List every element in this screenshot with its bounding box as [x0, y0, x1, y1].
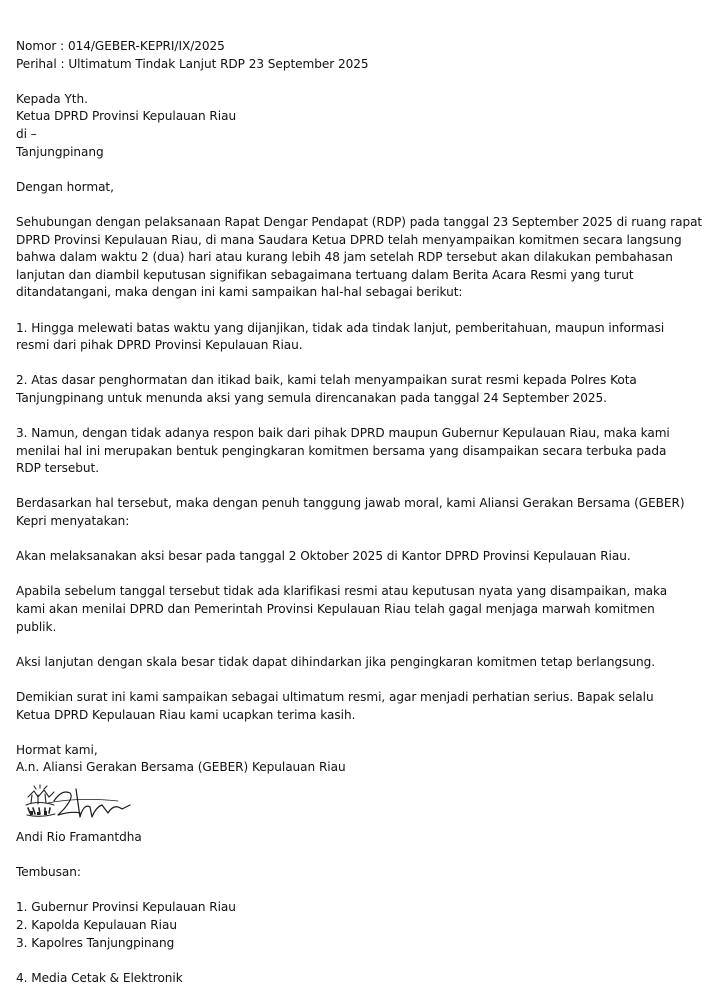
cc-block: [16, 864, 716, 882]
cc-extra: [16, 970, 716, 988]
recipient-greeting: Kepada Yth.: [16, 91, 88, 106]
salutation: Dengan hormat,: [16, 179, 114, 194]
recipient-di: di –: [16, 126, 37, 141]
closing-paragraph: Demikian surat ini kami sampaikan sebagai ultimatum resmi, agar menjadi perhatian serius. Bapak selalu Ketua DPRD Kepulauan Riau kami ucapkan terima kasih.: [16, 689, 654, 722]
point-2: 2. Atas dasar penghormatan dan itikad baik, kami telah menyampaikan surat resmi kepada Polres Kota Tanjungpinang untuk menunda aksi yang semula direncanakan pada tanggal 24 September 2025.: [16, 373, 637, 405]
letter-number: Nomor : 014/GEBER-KEPRI/IX/2025: [16, 39, 225, 53]
cc-item: 2. Kapolda Kepulauan Riau: [16, 917, 177, 932]
intro-paragraph: Sehubungan dengan pelaksanaan Rapat Dengar Pendapat (RDP) pada tanggal 23 September 2025 di ruang rapat DPRD Provinsi Kepulauan Riau, di mana Saudara Ketua DPRD telah menyampaikan komitmen secara langsung bahwa dalam waktu 2 (dua) hari atau kurang lebih 48 jam setelah RDP tersebut akan dilakukan pembahasan lanjutan dan diambil keputusan signifikan sebagaimana tertuang dalam Berita Acara Resmi yang turut ditandatangani, maka dengan ini kami sampaikan hal-hal sebagai berikut:: [16, 214, 703, 300]
point-1: 1. Hingga melewati batas waktu yang dijanjikan, tidak ada tindak lanjut, pemberitahuan, maupun informasi resmi dari pihak DPRD Provinsi Kepulauan Riau.: [16, 320, 665, 353]
cc-item: 1. Gubernur Provinsi Kepulauan Riau: [16, 900, 236, 915]
letter-subject: Perihal : Ultimatum Tindak Lanjut RDP 23 September 2025: [16, 56, 369, 71]
signatory-name: Andi Rio Framantdha: [16, 829, 142, 844]
cc-list: [16, 899, 716, 952]
regards: Hormat kami,: [16, 742, 98, 757]
signature-with-stamp-icon: [18, 783, 138, 829]
recipient-name: Ketua DPRD Provinsi Kepulauan Riau: [16, 109, 237, 124]
action-paragraph: Akan melaksanakan aksi besar pada tanggal 2 Oktober 2025 di Kantor DPRD Provinsi Kepulauan Riau.: [16, 549, 631, 564]
escalation-paragraph: Aksi lanjutan dengan skala besar tidak dapat dihindarkan jika pengingkaran komitmen tetap berlangsung.: [16, 654, 656, 669]
on-behalf: A.n. Aliansi Gerakan Bersama (GEBER) Kepulauan Riau: [16, 760, 346, 775]
letter-header: [16, 38, 716, 73]
recipient-city: Tanjungpinang: [16, 144, 104, 159]
cc-item: 3. Kapolres Tanjungpinang: [16, 935, 175, 950]
cc-item: 4. Media Cetak & Elektronik: [16, 970, 183, 985]
recipient-block: [16, 91, 716, 161]
statement-paragraph: Berdasarkan hal tersebut, maka dengan penuh tanggung jawab moral, kami Aliansi Gerakan Bersama (GEBER) Kepri menyatakan:: [16, 496, 685, 529]
regards-block: [16, 742, 716, 777]
signature-area: [16, 783, 716, 829]
point-3: 3. Namun, dengan tidak adanya respon baik dari pihak DPRD maupun Gubernur Kepulauan Riau, maka kami menilai hal ini merupakan bentuk pengingkaran komitmen bersama yang disampaikan secara terbuka pada RDP tersebut.: [16, 426, 670, 476]
letter-document: [16, 38, 716, 987]
cc-title: Tembusan:: [16, 865, 81, 880]
warning-paragraph: Apabila sebelum tanggal tersebut tidak ada klarifikasi resmi atau keputusan nyata yang disampaikan, maka kami akan menilai DPRD dan Pemerintah Provinsi Kepulauan Riau telah gagal menjaga marwah komitmen publik.: [16, 584, 668, 634]
signatory-block: [16, 829, 716, 847]
